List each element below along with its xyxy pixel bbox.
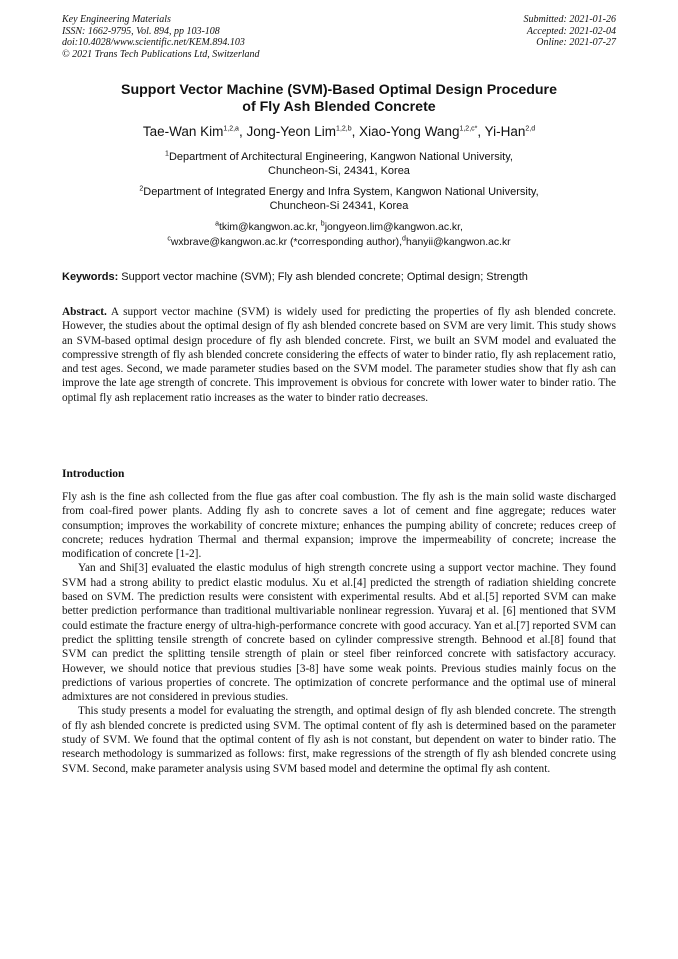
affil-mark: 1 xyxy=(165,150,169,158)
affiliation-2 xyxy=(62,185,616,213)
paragraph: Fly ash is the fine ash collected from the flue gas after coal combustion. The fly ash is the main solid waste discharged from coal-fired power plants. Adding fly ash to concrete saves a lot of cement and fine aggregate; reduces water consumption; improves the workability of concrete mixture; enhances the pumping ability of concrete; reduces creep of concrete; reduces hydration Thermal and thermal expansion; improve the impermeability of concrete; increase the modification of concrete [1-2]. xyxy=(62,491,616,561)
abstract-text: A support vector machine (SVM) is widely used for predicting the properties of fly ash blended concrete. However, the studies about the optimal design of fly ash blended concrete based on SVM are very limit. This study shows an SVM-based optimal design procedure of fly ash blended concrete. First, we built an SVM model and evaluated the compressive strength of fly ash blended concrete considering the effects of water to binder ratio, fly ash replacement ratio, and test ages. Second, we made parameter studies based on the SVM model. The parameter studies show that fly ash can improve the late age strength of concrete. This improvement is obvious for concrete with lower water to binder ratio. The optimal fly ash replacement ratio increases as the water to binder ratio decreases. xyxy=(62,306,616,404)
keywords-label: Keywords: xyxy=(62,271,119,283)
affil-line-1: Department of Integrated Energy and Infra System, Kangwon National University, xyxy=(143,186,539,198)
email-mark: c xyxy=(167,235,171,243)
submitted-date: Submitted: 2021-01-26 xyxy=(523,14,616,25)
abstract-label: Abstract. xyxy=(62,306,107,318)
email-address[interactable]: wxbrave@kangwon.ac.kr (*corresponding author), xyxy=(170,236,403,248)
author-affil-mark: 1,2,c* xyxy=(459,125,478,133)
journal-copyright: © 2021 Trans Tech Publications Ltd, Switzerland xyxy=(62,48,260,60)
paragraph: Yan and Shi[3] evaluated the elastic modulus of high strength concrete using a support vector machine. They found SVM had a strong ability to predict elastic modulus. Xu et al.[4] predicted the strength of radiation shielding concrete based on SVM. The prediction results were consistent with experimental results. Abd et al.[5] reported SVM can make better prediction performance than traditional multivariable nonlinear regression. Yuvaraj et al. [6] mentioned that SVM could estimate the fracture energy of ultra-high-performance concrete with good accuracy. Yan et al.[7] reported SVM can predict the splitting tensile strength of concrete based on cylinder compressive strength. Behnood et al.[8] found that SVM can predict the splitting tensile strength of plain or steel fiber reinforced concrete with satisfactory accuracy. However, we should notice that previous studies [3-8] have some weak points. Previous studies mainly focus on the predictions of various properties of concrete. The optimization of concrete performance and the optimal use of mineral admixtures are not considered in previous studies. xyxy=(62,562,616,704)
email-address[interactable]: tkim@kangwon.ac.kr, xyxy=(219,222,321,233)
author-affil-mark: 1,2,a xyxy=(223,125,239,133)
journal-name: Key Engineering Materials xyxy=(62,14,171,25)
affil-line-1: Department of Architectural Engineering, Kangwon National University, xyxy=(168,151,513,163)
affil-line-2: Chuncheon-Si, 24341, Korea xyxy=(268,165,410,177)
email-line-1 xyxy=(40,221,638,236)
email-mark: d xyxy=(402,235,406,243)
author-separator: , xyxy=(238,124,247,139)
author-name: Xiao-Yong Wang xyxy=(359,124,460,139)
accepted-date: Accepted: 2021-02-04 xyxy=(526,25,616,37)
introduction-body xyxy=(62,490,616,776)
journal-header xyxy=(62,14,616,60)
paper-title xyxy=(62,82,616,116)
keywords xyxy=(62,270,616,284)
journal-doi: doi:10.4028/www.scientific.net/KEM.894.103 xyxy=(62,37,245,48)
author-separator: , xyxy=(477,124,485,139)
author-name: Tae-Wan Kim xyxy=(142,124,224,139)
affil-mark: 2 xyxy=(139,185,144,193)
title-line-2: of Fly Ash Blended Concrete xyxy=(242,99,436,115)
author-name: Jong-Yeon Lim xyxy=(246,124,337,139)
journal-info xyxy=(62,14,260,60)
submission-dates xyxy=(524,14,617,60)
email-mark: a xyxy=(215,220,219,228)
paragraph: This study presents a model for evaluating the strength, and optimal design of fly ash blended concrete. The strength of fly ash blended concrete is predicted using SVM. The optimal content of fly ash is determined based on the parameter study of SVM. We found that the optimal content of fly ash is not constant, but dependent on water to binder ratio. The research methodology is summarized as follows: first, make regressions of the strength of fly ash blended concrete using SVM. Second, make parameter analysis using SVM based model and determine the optimal fly ash content. xyxy=(62,705,616,775)
keywords-text: Support vector machine (SVM); Fly ash blended concrete; Optimal design; Strength xyxy=(118,271,528,283)
online-date: Online: 2021-07-27 xyxy=(536,37,616,48)
author-affil-mark: 2,d xyxy=(525,125,536,133)
email-address[interactable]: hanyii@kangwon.ac.kr xyxy=(405,236,511,248)
affiliation-1 xyxy=(62,150,616,178)
email-address[interactable]: jongyeon.lim@kangwon.ac.kr, xyxy=(324,222,463,233)
abstract xyxy=(62,305,616,405)
introduction-heading: Introduction xyxy=(62,468,125,480)
title-line-1: Support Vector Machine (SVM)-Based Optimal Design Procedure xyxy=(121,82,557,98)
affil-line-2: Chuncheon-Si 24341, Korea xyxy=(269,200,409,212)
author-name: Yi-Han xyxy=(484,124,526,139)
author-separator: , xyxy=(351,124,360,139)
author-list xyxy=(40,123,638,140)
author-affil-mark: 1,2,b xyxy=(336,125,352,133)
journal-issn: ISSN: 1662-9795, Vol. 894, pp 103-108 xyxy=(62,25,220,37)
email-line-2 xyxy=(40,236,638,251)
email-mark: b xyxy=(320,220,325,228)
author-emails xyxy=(40,221,638,250)
